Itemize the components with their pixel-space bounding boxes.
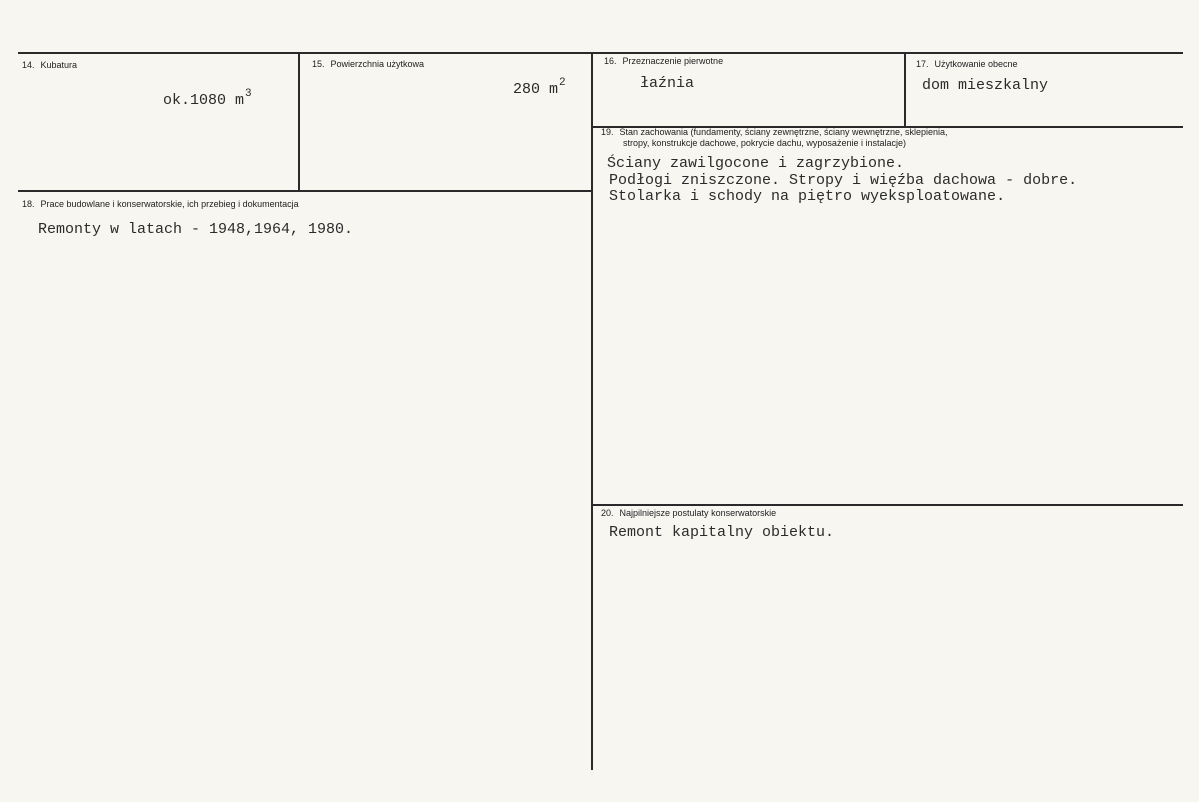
top-rule	[18, 52, 1183, 54]
divider-14-15	[298, 52, 300, 190]
field-14-number: 14.	[22, 60, 35, 70]
field-16-number: 16.	[604, 56, 617, 66]
field-17-value: dom mieszkalny	[922, 77, 1049, 94]
field-16-value: łaźnia	[640, 75, 695, 92]
volume-unit-exponent: 3	[245, 88, 252, 100]
field-14-label	[22, 60, 77, 70]
area-value: 280 m	[513, 81, 559, 98]
field-19-line-3: Stolarka i schody na piętro wyeksploatowane.	[609, 188, 1006, 205]
rule-under-19	[591, 504, 1183, 506]
field-20-label	[601, 508, 776, 518]
field-17-number: 17.	[916, 59, 929, 69]
field-15-title: Powierzchnia użytkowa	[330, 59, 425, 69]
field-19-line-1: Ściany zawilgocone i zagrzybione.	[607, 155, 905, 172]
field-14-value	[163, 88, 252, 111]
field-20-title: Najpilniejsze postulaty konserwatorskie	[619, 508, 777, 518]
field-20-value: Remont kapitalny obiektu.	[609, 524, 835, 541]
field-17-label	[916, 59, 1018, 69]
field-16-label	[604, 56, 723, 66]
field-16-title: Przeznaczenie pierwotne	[622, 56, 724, 66]
field-19-title-line1: Stan zachowania (fundamenty, ściany zewnętrzne, ściany wewnętrzne, sklepienia,	[619, 127, 948, 137]
field-20-number: 20.	[601, 508, 614, 518]
field-17-title: Użytkowanie obecne	[934, 59, 1018, 69]
field-18-value: Remonty w latach - 1948,1964, 1980.	[38, 221, 354, 238]
field-19-label	[601, 127, 948, 137]
field-14-title: Kubatura	[40, 60, 78, 70]
field-18-label	[22, 199, 299, 209]
volume-value: ok.1080 m	[163, 92, 245, 109]
area-unit-exponent: 2	[559, 77, 566, 89]
divider-16-17	[904, 52, 906, 127]
field-15-value	[513, 77, 566, 100]
field-19-number: 19.	[601, 127, 614, 137]
field-18-number: 18.	[22, 199, 35, 209]
field-19-line-2: Podłogi zniszczone. Stropy i więźba dachowa - dobre.	[609, 172, 1078, 189]
field-15-label	[312, 59, 424, 69]
rule-under-14-15	[18, 190, 591, 192]
field-19-label-line2: stropy, konstrukcje dachowe, pokrycie dachu, wyposażenie i instalacje)	[623, 138, 906, 148]
field-18-title: Prace budowlane i konserwatorskie, ich przebieg i dokumentacja	[40, 199, 299, 209]
field-15-number: 15.	[312, 59, 325, 69]
main-vertical-divider	[591, 52, 593, 770]
